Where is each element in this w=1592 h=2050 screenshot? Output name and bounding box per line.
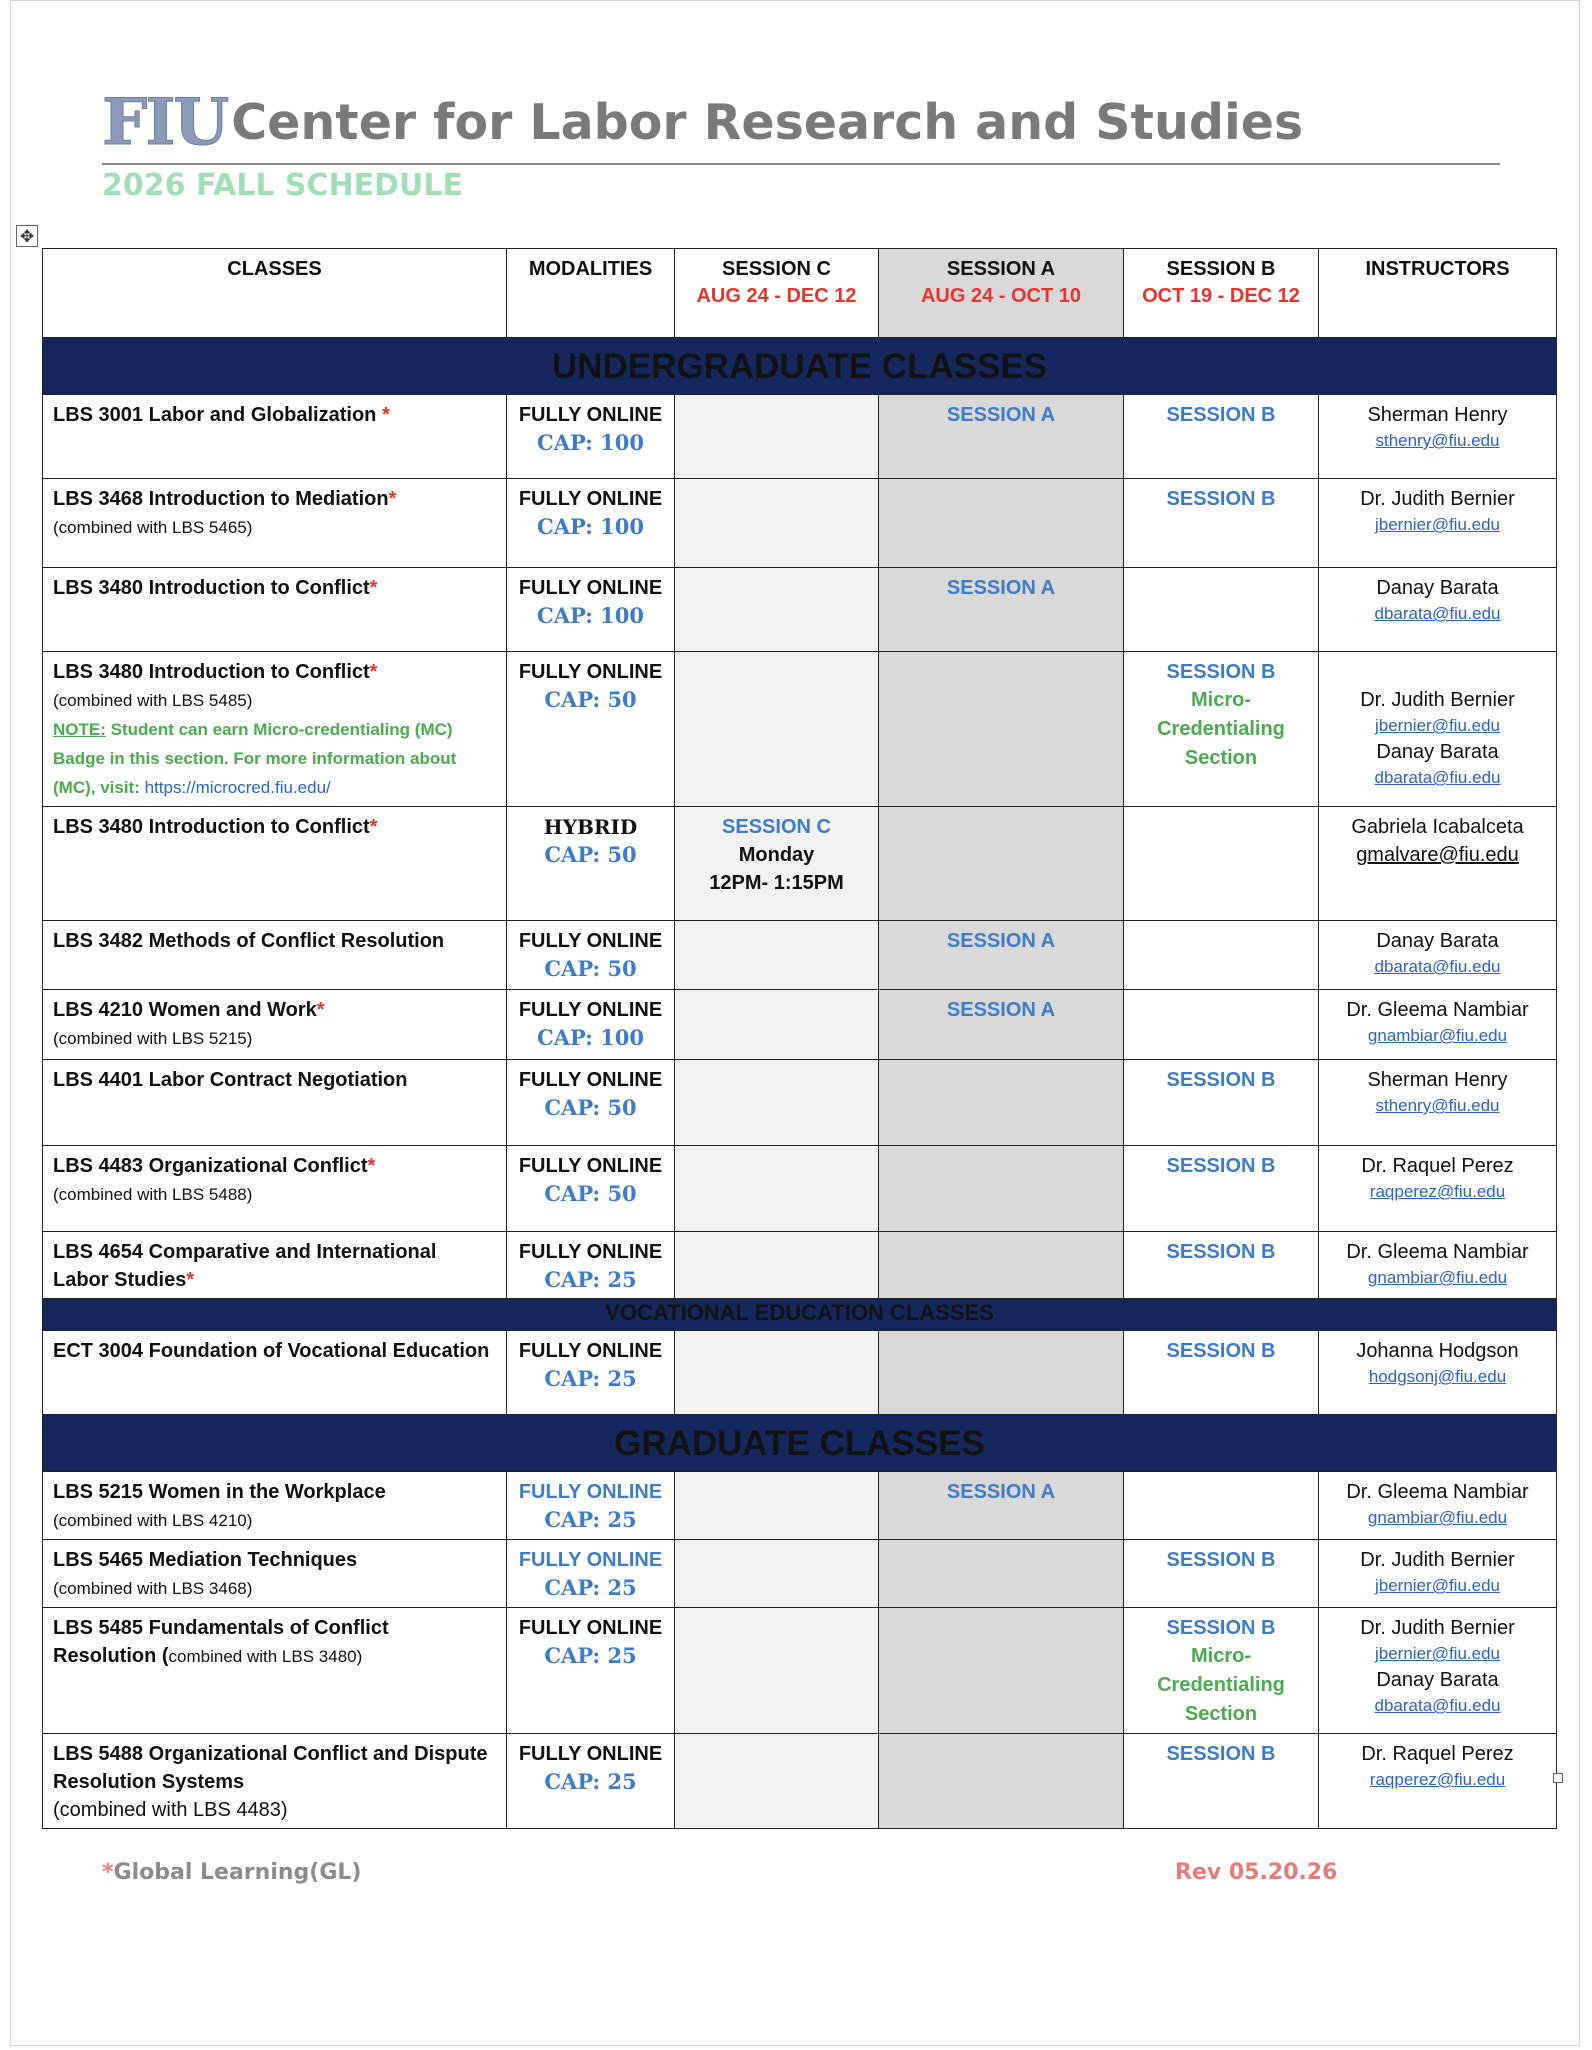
instructor-name: Dr. Judith Bernier	[1360, 488, 1515, 510]
section-banner-undergrad: UNDERGRADUATE CLASSES	[43, 338, 1557, 395]
instructor-cell	[1319, 1608, 1557, 1734]
modality-label: FULLY ONLINE	[518, 488, 663, 510]
modality-cell	[507, 1472, 675, 1540]
capacity-label: CAP: 25	[544, 1575, 637, 1600]
instructor-cell	[1319, 807, 1557, 921]
instructor-name: Dr. Raquel Perez	[1361, 1743, 1514, 1765]
instructor-name: Dr. Judith Bernier	[1360, 1549, 1515, 1571]
table-resize-handle[interactable]	[1553, 1773, 1563, 1783]
capacity-label: CAP: 25	[544, 1769, 637, 1794]
modality-label: FULLY ONLINE	[518, 404, 663, 426]
instructor-name: Danay Barata	[1376, 1669, 1499, 1691]
class-name: LBS 5465 Mediation Techniques	[53, 1549, 358, 1571]
session-a-cell	[879, 1146, 1124, 1232]
modality-cell	[507, 1232, 675, 1299]
modality-cell	[507, 1146, 675, 1232]
session-a-cell	[879, 1232, 1124, 1299]
table-row	[43, 395, 1557, 479]
session-b-cell	[1124, 652, 1319, 807]
session-b-cell	[1124, 990, 1319, 1060]
modality-cell	[507, 1060, 675, 1146]
session-a-cell	[879, 921, 1124, 990]
session-a-cell	[879, 1540, 1124, 1608]
table-row	[43, 1734, 1557, 1829]
session-a-cell	[879, 807, 1124, 921]
session-b-cell	[1124, 479, 1319, 568]
class-cell	[43, 1608, 507, 1734]
class-cell	[43, 568, 507, 652]
class-name: LBS 5215 Women in the Workplace	[53, 1481, 386, 1503]
capacity-label: CAP: 100	[537, 603, 644, 628]
instructor-email-link[interactable]: sthenry@fiu.edu	[1375, 1096, 1500, 1115]
session-b-label: SESSION B	[1166, 1340, 1276, 1362]
instructor-name: Dr. Raquel Perez	[1361, 1155, 1514, 1177]
session-a-cell	[879, 395, 1124, 479]
session-b-cell	[1124, 1060, 1319, 1146]
combined-note: (combined with LBS 5465)	[53, 518, 253, 537]
modality-cell	[507, 568, 675, 652]
table-row	[43, 807, 1557, 921]
modality-cell	[507, 807, 675, 921]
modality-cell	[507, 652, 675, 807]
instructor-email-link[interactable]: dbarata@fiu.edu	[1374, 1696, 1501, 1715]
session-a-cell	[879, 479, 1124, 568]
modality-label: FULLY ONLINE	[518, 577, 663, 599]
global-learning-star: *	[186, 1269, 195, 1291]
instructor-cell	[1319, 1472, 1557, 1540]
table-move-handle-icon[interactable]: ✥	[16, 225, 38, 247]
global-learning-star: *	[369, 816, 378, 838]
class-name: LBS 4401 Labor Contract Negotiation	[53, 1069, 408, 1091]
revision-label: Rev 05.20.26	[1175, 1860, 1338, 1885]
instructor-email-link[interactable]: jbernier@fiu.edu	[1375, 515, 1500, 534]
modality-cell	[507, 395, 675, 479]
session-c-cell	[675, 1608, 879, 1734]
capacity-label: CAP: 25	[544, 1643, 637, 1668]
session-b-label: SESSION B	[1166, 1549, 1276, 1571]
session-a-cell	[879, 1472, 1124, 1540]
fiu-logo: FIU	[102, 85, 228, 160]
capacity-label: CAP: 50	[544, 956, 637, 981]
capacity-label: CAP: 100	[537, 430, 644, 455]
session-b-label: SESSION B	[1166, 1069, 1276, 1091]
mc-note-url[interactable]: https://microcred.fiu.edu/	[144, 778, 331, 797]
class-name: LBS 3480 Introduction to Conflict	[53, 577, 370, 599]
class-cell	[43, 1232, 507, 1299]
instructor-email-link[interactable]: raqperez@fiu.edu	[1369, 1182, 1506, 1201]
session-c-cell	[675, 652, 879, 807]
session-b-label: SESSION B	[1166, 1155, 1276, 1177]
session-b-cell	[1124, 1734, 1319, 1829]
class-cell	[43, 1060, 507, 1146]
table-row	[43, 652, 1557, 807]
class-cell	[43, 652, 507, 807]
instructor-email-link[interactable]: gnambiar@fiu.edu	[1367, 1026, 1508, 1045]
global-learning-star: *	[381, 404, 390, 426]
session-time: 12PM- 1:15PM	[709, 872, 844, 894]
instructor-email-link[interactable]: gmalvare@fiu.edu	[1356, 844, 1519, 866]
instructor-name: Dr. Gleema Nambiar	[1346, 999, 1529, 1021]
instructor-cell	[1319, 1540, 1557, 1608]
table-row	[43, 1146, 1557, 1232]
capacity-label: CAP: 25	[544, 1507, 637, 1532]
instructor-name: Dr. Gleema Nambiar	[1346, 1241, 1529, 1263]
instructor-cell	[1319, 1060, 1557, 1146]
instructor-email-link[interactable]: gnambiar@fiu.edu	[1367, 1268, 1508, 1287]
micro-credentialing-label: Micro-Credentialing Section	[1157, 689, 1285, 769]
capacity-label: CAP: 25	[544, 1366, 637, 1391]
session-a-cell	[879, 1608, 1124, 1734]
session-c-cell	[675, 1472, 879, 1540]
session-b-label: SESSION B	[1166, 1617, 1276, 1639]
table-row	[43, 1608, 1557, 1734]
header-rule	[102, 163, 1500, 165]
capacity-label: CAP: 50	[544, 1095, 637, 1120]
session-c-cell	[675, 479, 879, 568]
modality-label: FULLY ONLINE	[518, 1241, 663, 1263]
instructor-email-link[interactable]: dbarata@fiu.edu	[1374, 768, 1501, 787]
session-b-label: SESSION B	[1166, 404, 1276, 426]
session-c-cell	[675, 1734, 879, 1829]
session-c-cell	[675, 1060, 879, 1146]
section-banner-vocational: VOCATIONAL EDUCATION CLASSES	[43, 1299, 1557, 1331]
class-name: LBS 4483 Organizational Conflict	[53, 1155, 368, 1177]
class-cell	[43, 1331, 507, 1415]
session-day: Monday	[738, 844, 815, 866]
session-c-cell	[675, 921, 879, 990]
session-b-label: SESSION B	[1166, 1743, 1276, 1765]
class-name: LBS 5488 Organizational Conflict and Dispute Resolution Systems	[53, 1743, 488, 1793]
header-session-b: SESSION B OCT 19 - DEC 12	[1124, 249, 1319, 338]
class-cell	[43, 1146, 507, 1232]
instructor-email-link[interactable]: dbarata@fiu.edu	[1374, 604, 1501, 623]
modality-cell	[507, 921, 675, 990]
instructor-name: Danay Barata	[1376, 930, 1499, 952]
class-cell	[43, 1472, 507, 1540]
session-b-cell	[1124, 395, 1319, 479]
table-row	[43, 568, 1557, 652]
modality-cell	[507, 1540, 675, 1608]
modality-cell	[507, 1331, 675, 1415]
class-name: LBS 3468 Introduction to Mediation	[53, 488, 389, 510]
capacity-label: CAP: 100	[537, 1025, 644, 1050]
session-b-cell	[1124, 1540, 1319, 1608]
session-b-cell	[1124, 1608, 1319, 1734]
capacity-label: CAP: 50	[544, 842, 637, 867]
session-a-cell	[879, 568, 1124, 652]
instructor-email-link[interactable]: jbernier@fiu.edu	[1375, 1576, 1500, 1595]
class-name: LBS 3482 Methods of Conflict Resolution	[53, 930, 445, 952]
mc-note-label: NOTE:	[53, 720, 106, 739]
instructor-name: Dr. Judith Bernier	[1360, 689, 1515, 711]
instructor-cell	[1319, 479, 1557, 568]
session-b-cell	[1124, 921, 1319, 990]
micro-credentialing-label: Micro-Credentialing Section	[1157, 1645, 1285, 1725]
class-name: ECT 3004 Foundation of Vocational Education	[53, 1340, 490, 1362]
instructor-name: Sherman Henry	[1367, 1069, 1508, 1091]
modality-cell	[507, 1734, 675, 1829]
modality-label: HYBRID	[543, 815, 638, 839]
class-cell	[43, 1540, 507, 1608]
session-b-cell	[1124, 1472, 1319, 1540]
mc-note	[53, 720, 456, 797]
global-learning-note: *Global Learning(GL)	[102, 1860, 362, 1885]
session-c-cell	[675, 990, 879, 1060]
instructor-cell	[1319, 568, 1557, 652]
instructor-cell	[1319, 1146, 1557, 1232]
schedule-table	[42, 248, 1557, 1829]
class-cell	[43, 1734, 507, 1829]
session-a-label: SESSION A	[946, 1481, 1056, 1503]
modality-label: FULLY ONLINE	[518, 1155, 663, 1177]
modality-label: FULLY ONLINE	[518, 1743, 663, 1765]
instructor-cell	[1319, 921, 1557, 990]
session-b-cell	[1124, 1146, 1319, 1232]
modality-cell	[507, 990, 675, 1060]
combined-note: combined with LBS 3480)	[168, 1647, 363, 1666]
modality-cell	[507, 479, 675, 568]
combined-note: (combined with LBS 5215)	[53, 1029, 253, 1048]
session-a-cell	[879, 652, 1124, 807]
session-a-label: SESSION A	[946, 999, 1056, 1021]
capacity-label: CAP: 50	[544, 687, 637, 712]
session-c-cell	[675, 395, 879, 479]
table-row	[43, 1060, 1557, 1146]
class-name: LBS 4654 Comparative and International Labor Studies	[53, 1241, 437, 1291]
instructor-name: Dr. Judith Bernier	[1360, 1617, 1515, 1639]
class-cell	[43, 921, 507, 990]
instructor-email-link[interactable]: gnambiar@fiu.edu	[1367, 1508, 1508, 1527]
session-b-cell	[1124, 807, 1319, 921]
session-c-label: SESSION C	[722, 816, 831, 838]
session-b-cell	[1124, 1232, 1319, 1299]
modality-label: FULLY ONLINE	[518, 1617, 663, 1639]
session-a-cell	[879, 990, 1124, 1060]
instructor-name: Dr. Gleema Nambiar	[1346, 1481, 1529, 1503]
combined-note: (combined with LBS 5485)	[53, 691, 253, 710]
modality-label: FULLY ONLINE	[518, 661, 663, 683]
instructor-cell	[1319, 652, 1557, 807]
instructor-email-link[interactable]: dbarata@fiu.edu	[1374, 957, 1501, 976]
table-row	[43, 990, 1557, 1060]
table-row	[43, 1540, 1557, 1608]
session-a-label: SESSION A	[946, 930, 1056, 952]
class-name: LBS 3480 Introduction to Conflict	[53, 661, 370, 683]
instructor-email-link[interactable]: jbernier@fiu.edu	[1375, 716, 1500, 735]
instructor-cell	[1319, 990, 1557, 1060]
instructor-name: Johanna Hodgson	[1356, 1340, 1519, 1362]
table-row	[43, 479, 1557, 568]
modality-label: FULLY ONLINE	[518, 1069, 663, 1091]
session-b-label: SESSION B	[1166, 661, 1276, 683]
schedule-title: 2026 FALL SCHEDULE	[102, 168, 463, 203]
instructor-name: Danay Barata	[1376, 741, 1499, 763]
session-a-label: SESSION A	[946, 404, 1056, 426]
class-name: LBS 3001 Labor and Globalization	[53, 404, 382, 426]
modality-label: FULLY ONLINE	[518, 999, 663, 1021]
instructor-name: Gabriela Icabalceta	[1351, 816, 1524, 838]
modality-label: FULLY ONLINE	[518, 1549, 663, 1571]
capacity-label: CAP: 25	[544, 1267, 637, 1292]
session-c-cell	[675, 807, 879, 921]
class-name: LBS 4210 Women and Work	[53, 999, 317, 1021]
table-header-row	[43, 249, 1557, 338]
session-b-cell	[1124, 1331, 1319, 1415]
class-name: LBS 3480 Introduction to Conflict	[53, 816, 370, 838]
global-learning-star: *	[369, 661, 378, 683]
combined-note: (combined with LBS 3468)	[53, 1579, 253, 1598]
combined-note: (combined with LBS 5488)	[53, 1185, 253, 1204]
document-header	[102, 85, 1502, 160]
modality-cell	[507, 1608, 675, 1734]
instructor-name: Sherman Henry	[1367, 404, 1508, 426]
combined-note: (combined with LBS 4210)	[53, 1511, 253, 1530]
session-b-label: SESSION B	[1166, 1241, 1276, 1263]
instructor-cell	[1319, 1331, 1557, 1415]
global-learning-star: *	[367, 1155, 376, 1177]
instructor-email-link[interactable]: sthenry@fiu.edu	[1375, 431, 1500, 450]
table-row	[43, 1472, 1557, 1540]
header-session-c: SESSION C AUG 24 - DEC 12	[675, 249, 879, 338]
header-session-a: SESSION A AUG 24 - OCT 10	[879, 249, 1124, 338]
instructor-email-link[interactable]: jbernier@fiu.edu	[1375, 1644, 1500, 1663]
class-name: LBS 5485 Fundamentals of Conflict Resolution (	[53, 1617, 389, 1667]
session-c-cell	[675, 1146, 879, 1232]
session-a-cell	[879, 1331, 1124, 1415]
class-cell	[43, 990, 507, 1060]
header-modalities: MODALITIES	[507, 249, 675, 338]
table-row	[43, 921, 1557, 990]
section-banner-graduate: GRADUATE CLASSES	[43, 1415, 1557, 1472]
instructor-email-link[interactable]: raqperez@fiu.edu	[1369, 1770, 1506, 1789]
instructor-name: Danay Barata	[1376, 577, 1499, 599]
modality-label: FULLY ONLINE	[518, 1340, 663, 1362]
class-cell	[43, 479, 507, 568]
header-instructors: INSTRUCTORS	[1319, 249, 1557, 338]
session-c-cell	[675, 1232, 879, 1299]
capacity-label: CAP: 50	[544, 1181, 637, 1206]
global-learning-star: *	[316, 999, 325, 1021]
class-cell	[43, 395, 507, 479]
table-row	[43, 1331, 1557, 1415]
modality-label: FULLY ONLINE	[518, 930, 663, 952]
session-c-cell	[675, 568, 879, 652]
class-cell	[43, 807, 507, 921]
center-name: Center for Labor Research and Studies	[231, 94, 1304, 151]
modality-label: FULLY ONLINE	[518, 1481, 663, 1503]
combined-note: (combined with LBS 4483)	[53, 1799, 288, 1821]
session-c-cell	[675, 1331, 879, 1415]
capacity-label: CAP: 100	[537, 514, 644, 539]
global-learning-star: *	[388, 488, 397, 510]
session-b-label: SESSION B	[1166, 488, 1276, 510]
header-classes: CLASSES	[43, 249, 507, 338]
instructor-cell	[1319, 395, 1557, 479]
instructor-email-link[interactable]: hodgsonj@fiu.edu	[1368, 1367, 1507, 1386]
session-c-cell	[675, 1540, 879, 1608]
instructor-cell	[1319, 1734, 1557, 1829]
global-learning-star: *	[369, 577, 378, 599]
session-b-cell	[1124, 568, 1319, 652]
table-row	[43, 1232, 1557, 1299]
mc-note-text: Student can earn Micro-credentialing (MC) Badge in this section. For more information about (MC), visit:	[53, 720, 457, 797]
session-a-cell	[879, 1734, 1124, 1829]
session-a-cell	[879, 1060, 1124, 1146]
session-a-label: SESSION A	[946, 577, 1056, 599]
instructor-cell	[1319, 1232, 1557, 1299]
